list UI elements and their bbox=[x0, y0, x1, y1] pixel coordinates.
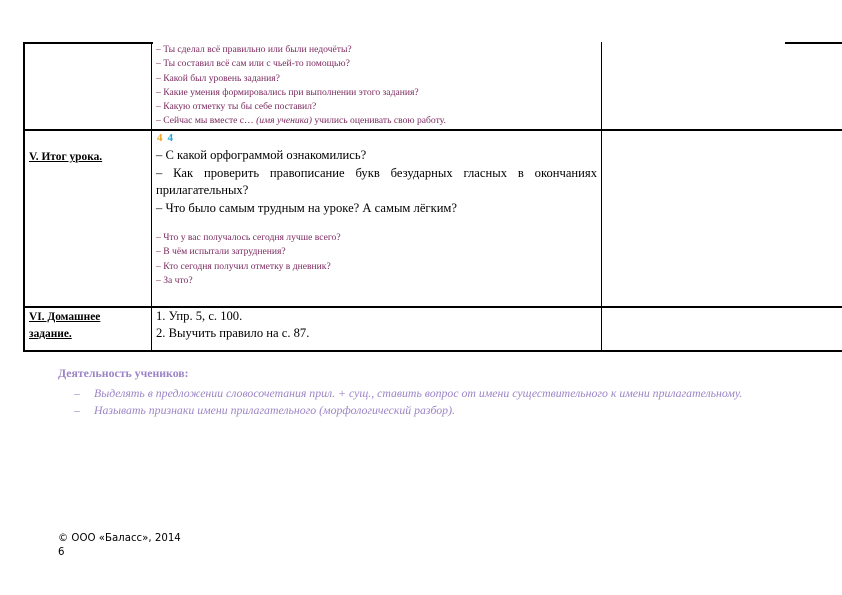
question-line: – В чём испытали затруднения? bbox=[156, 246, 286, 258]
level-badges bbox=[157, 131, 173, 145]
level-badge-blue: 4 bbox=[167, 132, 173, 144]
dash-bullet: – bbox=[74, 386, 80, 400]
question-line: – Ты составил всё сам или с чьей-то помощью? bbox=[156, 58, 350, 70]
section-header-summary: V. Итог урока. bbox=[29, 151, 103, 163]
question-line: – Кто сегодня получил отметку в дневник? bbox=[156, 260, 331, 272]
student-name-placeholder: (имя ученика) bbox=[256, 115, 312, 127]
column-divider-2 bbox=[601, 42, 602, 352]
summary-questions bbox=[156, 147, 597, 217]
summary-extra-questions bbox=[156, 231, 341, 288]
section-header-homework: VI. Домашнее задание. bbox=[29, 311, 101, 340]
column-divider-1 bbox=[151, 42, 152, 352]
summary-question: – С какой орфограммой ознакомились? bbox=[156, 148, 367, 162]
question-line: – Что у вас получалось сегодня лучше всего? bbox=[156, 232, 341, 243]
question-line: – Сейчас мы вместе с… (имя ученика) учились оценивать свою работу. bbox=[156, 115, 446, 127]
page-number: 6 bbox=[58, 547, 65, 558]
activity-title: Деятельность учеников: bbox=[58, 366, 189, 380]
question-line: – Какой был уровень задания? bbox=[156, 72, 280, 84]
question-line: – За что? bbox=[156, 274, 193, 286]
homework-item: 2. Выучить правило на с. 87. bbox=[156, 326, 310, 340]
question-line: – Ты сделал всё правильно или были недочёты? bbox=[156, 44, 352, 55]
homework-item: 1. Упр. 5, с. 100. bbox=[156, 309, 243, 323]
activity-list bbox=[74, 385, 786, 419]
dash-bullet: – bbox=[74, 403, 80, 417]
level-badge-orange: 4 bbox=[157, 132, 163, 144]
summary-question: – Что было самым трудным на уроке? А самым лёгким? bbox=[156, 200, 457, 215]
activity-item: – Называть признаки имени прилагательного (морфологический разбор). bbox=[74, 403, 455, 417]
row-divider-2 bbox=[23, 306, 842, 308]
activity-item: – Выделять в предложении словосочетания прил. + сущ., ставить вопрос от имени существительного к имени прилагательному. bbox=[74, 386, 743, 400]
homework-list bbox=[156, 308, 309, 342]
table-border-top-right bbox=[785, 42, 842, 44]
question-line: – Какую отметку ты бы себе поставил? bbox=[156, 101, 317, 113]
table-border-top-left bbox=[23, 42, 153, 44]
reflection-questions bbox=[156, 43, 446, 129]
row-divider-1 bbox=[23, 129, 842, 131]
table-border-bottom bbox=[23, 350, 842, 352]
copyright: © ООО «Баласс», 2014 bbox=[58, 533, 181, 544]
question-line: – Какие умения формировались при выполнении этого задания? bbox=[156, 86, 419, 98]
summary-question: – Как проверить правописание букв безударных гласных в окончаниях прилагательных? bbox=[156, 165, 597, 197]
table-border-left bbox=[23, 42, 25, 352]
